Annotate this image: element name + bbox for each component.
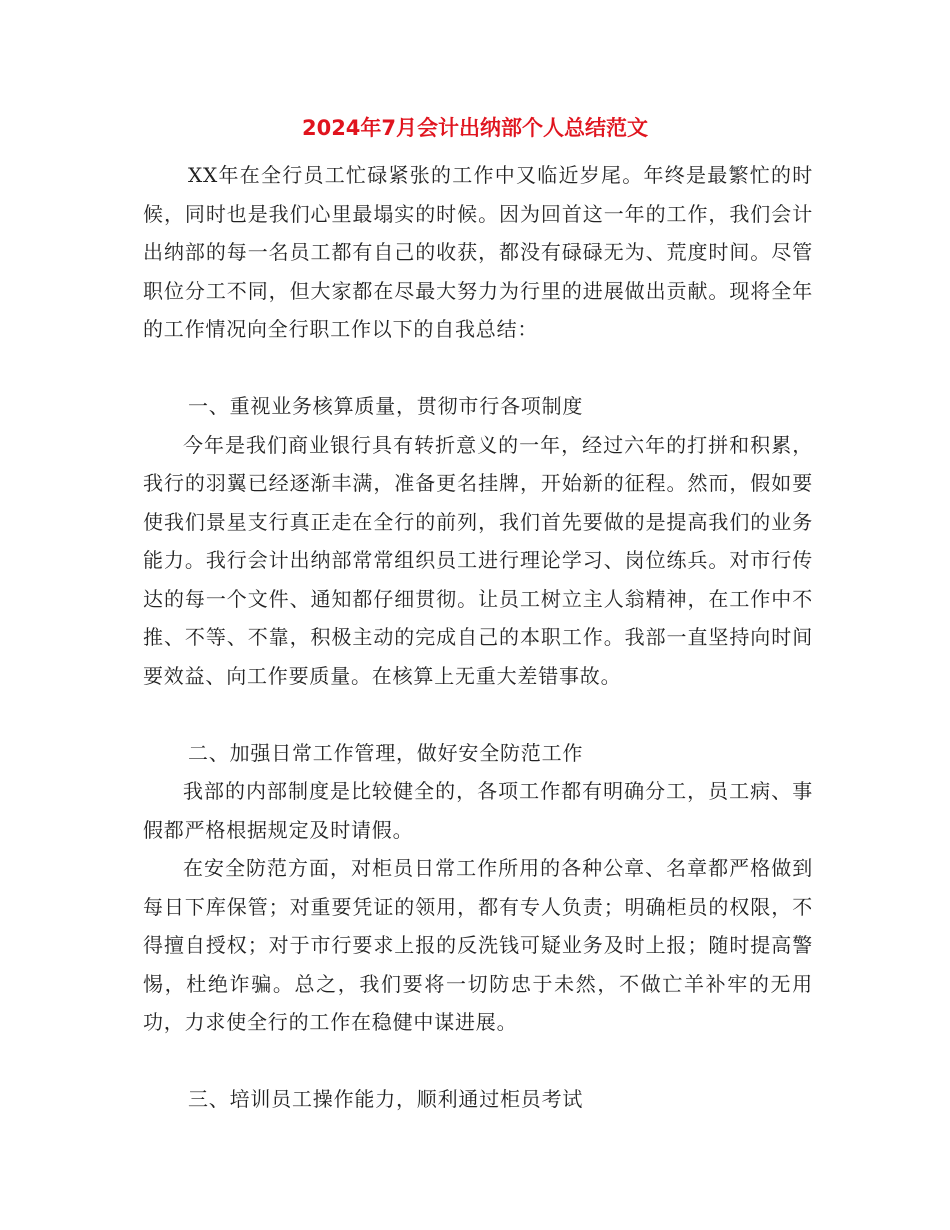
section-1-paragraph: 今年是我们商业银行具有转折意义的一年，经过六年的打拼和积累，我行的羽翼已经逐渐丰满，准备更名挂牌，开始新的征程。然而，假如要使我们景星支行真正走在全行的前列，我们首先要做的是提高我们的业务能力。我行会计出纳部常常组织员工进行理论学习、岗位练兵。对市行传达的每一个文件、通知都仔细贯彻。让员工树立主人翁精神，在工作中不推、不等、不靠，积极主动的完成自己的本职工作。我部一直坚持向时间要效益、向工作要质量。在核算上无重大差错事故。: [143, 432, 813, 688]
paragraph-gap: [143, 1042, 813, 1081]
section-2-paragraph-1: 我部的内部制度是比较健全的，各项工作都有明确分工，员工病、事假都严格根据规定及时请假。: [143, 779, 813, 842]
document-title: 2024年7月会计出纳部个人总结范文: [301, 116, 649, 140]
section-2-paragraph-2: 在安全防范方面，对柜员日常工作所用的各种公章、名章都严格做到每日下库保管；对重要凭证的领用，都有专人负责；明确柜员的权限，不得擅自授权；对于市行要求上报的反洗钱可疑业务及时上报；随时提高警惕，杜绝诈骗。总之，我们要将一切防忠于未然，不做亡羊补牢的无用功，力求使全行的工作在稳健中谋进展。: [143, 856, 813, 1034]
paragraph-gap: [143, 695, 813, 734]
section-heading-1: 一、重视业务核算质量，贯彻市行各项制度: [188, 394, 584, 418]
paragraph-gap: [143, 349, 813, 388]
document-body: [143, 156, 813, 1119]
section-heading-2: 二、加强日常工作管理，做好安全防范工作: [188, 740, 584, 765]
intro-paragraph: XX年在全行员工忙碌紧张的工作中又临近岁尾。年终是最繁忙的时候，同时也是我们心里最塌实的时候。因为回首这一年的工作，我们会计出纳部的每一名员工都有自己的收获，都没有碌碌无为、荒度时间。尽管职位分工不同，但大家都在尽最大努力为行里的进展做出贡献。现将全年的工作情况向全行职工作以下的自我总结：: [143, 163, 813, 341]
section-heading-3: 三、培训员工操作能力，顺利通过柜员考试: [188, 1087, 584, 1111]
